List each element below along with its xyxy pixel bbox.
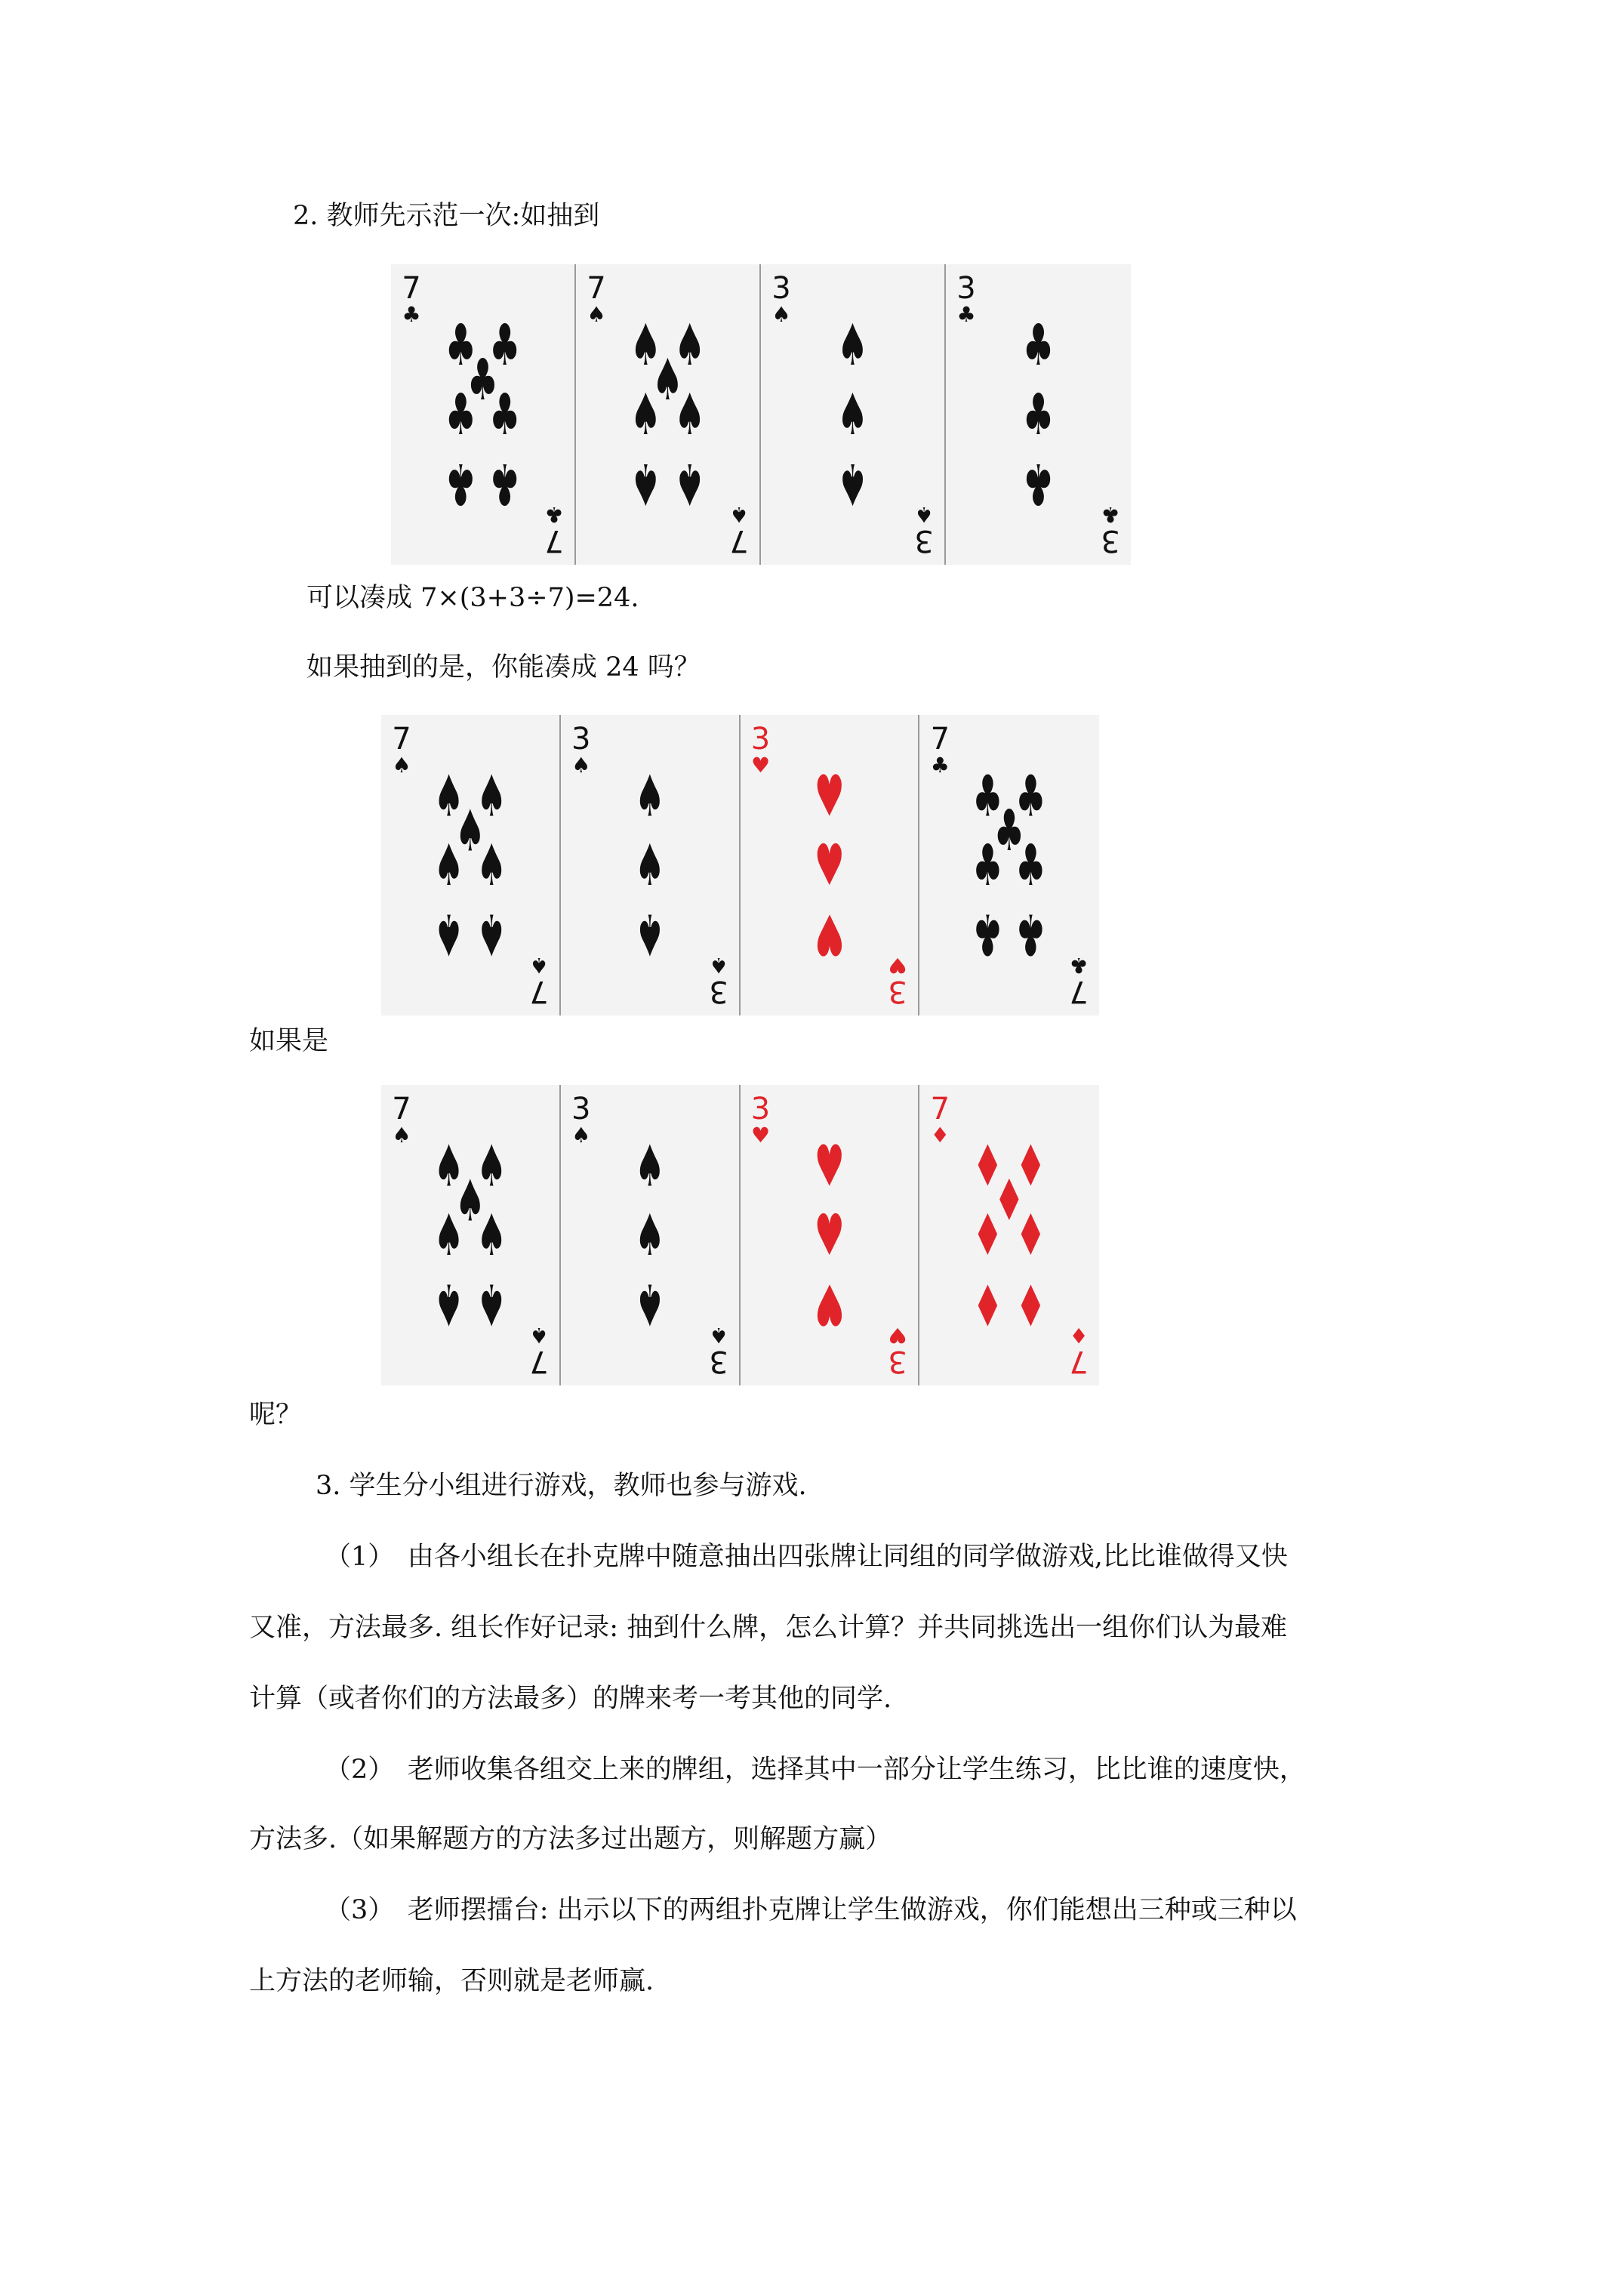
card-index-top — [568, 724, 594, 777]
spades-pip-icon: ♠ — [630, 450, 662, 517]
clubs-pip-icon: ♣ — [445, 312, 477, 379]
spades-pip-icon: ♠ — [433, 1201, 464, 1269]
rule-3-text: （3） 老师摆擂台: 出示以下的两组扑克牌让学生做游戏，你们能想出三种或三种以 — [325, 1895, 1297, 1925]
clubs-suit-icon: ♣ — [402, 302, 421, 327]
playing-card-3-spades — [561, 715, 741, 1015]
spades-suit-icon: ♠ — [729, 502, 749, 527]
spades-pip-icon: ♠ — [634, 1271, 665, 1339]
clubs-pip-icon: ♣ — [1022, 312, 1055, 379]
spades-suit-icon: ♠ — [571, 753, 591, 778]
clubs-pip-icon: ♣ — [1022, 381, 1055, 448]
hearts-suit-icon: ♥ — [888, 1323, 907, 1348]
card-rank: 3 — [571, 1092, 591, 1126]
clubs-pip-icon: ♣ — [972, 901, 1003, 969]
card-rank: 3 — [888, 1344, 908, 1379]
rule-1-text-cont: 又准，方法最多. 组长作好记录: 抽到什么牌，怎么计算？并共同挑选出一组你们认为最难 — [249, 1613, 1288, 1643]
card-rank: 7 — [930, 1092, 950, 1126]
spades-pip-icon: ♠ — [433, 1132, 464, 1200]
card-index-bottom — [911, 503, 937, 556]
spades-suit-icon: ♠ — [914, 502, 934, 527]
card-rank: 7 — [729, 523, 749, 558]
hearts-pip-icon: ♥ — [814, 762, 845, 830]
card-index-bottom — [526, 953, 552, 1009]
card-index-bottom — [526, 1323, 552, 1379]
card-hand-2 — [381, 715, 1099, 1009]
spades-suit-icon: ♠ — [771, 302, 791, 327]
card-rank: 7 — [529, 974, 549, 1009]
card-rank: 7 — [392, 1092, 411, 1126]
spades-pip-icon: ♠ — [634, 901, 665, 969]
clubs-suit-icon: ♣ — [930, 753, 950, 778]
if-text: 如果是 — [249, 1026, 329, 1056]
card-rank: 3 — [914, 523, 934, 558]
card-hand-1 — [391, 264, 1131, 565]
spades-pip-icon: ♠ — [454, 1166, 485, 1234]
clubs-pip-icon: ♣ — [467, 347, 499, 414]
playing-card-3-hearts — [741, 1085, 920, 1385]
card-index-top — [389, 724, 414, 777]
spades-pip-icon: ♠ — [634, 1201, 665, 1269]
card-index-top — [927, 724, 953, 777]
card-rank: 7 — [392, 722, 411, 757]
card-index-top — [399, 273, 424, 326]
spades-pip-icon: ♠ — [634, 831, 665, 899]
spades-pip-icon: ♠ — [630, 312, 662, 379]
spades-suit-icon: ♠ — [571, 1123, 591, 1148]
clubs-pip-icon: ♣ — [1022, 450, 1055, 517]
card-rank: 3 — [1101, 523, 1120, 558]
card-index-top — [389, 1094, 414, 1147]
diamonds-pip-icon: ♦ — [1015, 1201, 1046, 1269]
hearts-suit-icon: ♥ — [888, 953, 907, 978]
card-rank: 7 — [587, 271, 606, 306]
spades-pip-icon: ♠ — [476, 1201, 507, 1269]
spades-pip-icon: ♠ — [673, 450, 706, 517]
clubs-pip-icon: ♣ — [488, 381, 521, 448]
spades-pip-icon: ♠ — [433, 831, 464, 899]
card-index-top — [568, 1094, 594, 1147]
diamonds-pip-icon: ♦ — [972, 1271, 1003, 1339]
card-rank: 7 — [529, 1344, 549, 1379]
card-rank: 3 — [708, 974, 728, 1009]
diamonds-pip-icon: ♦ — [972, 1132, 1003, 1200]
card-rank: 3 — [571, 722, 591, 757]
clubs-pip-icon: ♣ — [1015, 901, 1046, 969]
clubs-suit-icon: ♣ — [544, 502, 564, 527]
clubs-suit-icon: ♣ — [956, 302, 976, 327]
spades-suit-icon: ♠ — [392, 1123, 411, 1148]
clubs-suit-icon: ♣ — [1069, 953, 1089, 978]
diamonds-pip-icon: ♦ — [1015, 1132, 1046, 1200]
spades-pip-icon: ♠ — [433, 762, 464, 830]
playing-card-7-spades — [381, 1085, 561, 1385]
spades-pip-icon: ♠ — [476, 1271, 507, 1339]
spades-pip-icon: ♠ — [476, 762, 507, 830]
card-index-bottom — [726, 503, 752, 556]
clubs-pip-icon: ♣ — [1015, 762, 1046, 830]
clubs-pip-icon: ♣ — [445, 450, 477, 517]
spades-pip-icon: ♠ — [454, 797, 485, 864]
hearts-suit-icon: ♥ — [750, 1123, 771, 1148]
spades-pip-icon: ♠ — [673, 381, 706, 448]
diamonds-pip-icon: ♦ — [1015, 1271, 1046, 1339]
card-rank: 3 — [771, 271, 791, 306]
card-rank: 7 — [544, 523, 564, 558]
playing-card-7-diamonds — [919, 1085, 1099, 1385]
card-rank: 7 — [402, 271, 421, 306]
diamonds-suit-icon: ♦ — [1069, 1323, 1089, 1348]
spades-suit-icon: ♠ — [708, 1323, 728, 1348]
spades-pip-icon: ♠ — [476, 1132, 507, 1200]
playing-card-3-spades — [761, 264, 946, 565]
playing-card-7-clubs — [391, 264, 576, 565]
card-index-top — [584, 273, 609, 326]
spades-suit-icon: ♠ — [708, 953, 728, 978]
card-index-top — [768, 273, 794, 326]
rule-1-text: （1） 由各小组长在扑克牌中随意抽出四张牌让同组的同学做游戏,比比谁做得又快 — [325, 1542, 1288, 1572]
rule-1-text-end: 计算（或者你们的方法最多）的牌来考一考其他的同学. — [249, 1684, 892, 1714]
spades-suit-icon: ♠ — [587, 302, 606, 327]
rule-2-text-end: 方法多.（如果解题方的方法多过出题方，则解题方赢） — [249, 1824, 892, 1854]
card-hand-3 — [381, 1085, 1099, 1379]
step-3-heading: 3. 学生分小组进行游戏，教师也参与游戏. — [316, 1471, 807, 1501]
card-index-bottom — [706, 953, 731, 1009]
clubs-pip-icon: ♣ — [488, 450, 521, 517]
spades-pip-icon: ♠ — [836, 450, 869, 517]
clubs-pip-icon: ♣ — [993, 797, 1025, 864]
card-index-top — [953, 273, 979, 326]
playing-card-7-spades — [576, 264, 761, 565]
card-rank: 3 — [888, 974, 908, 1009]
spades-pip-icon: ♠ — [634, 762, 665, 830]
card-index-bottom — [1066, 1323, 1092, 1379]
hearts-pip-icon: ♥ — [814, 831, 845, 899]
clubs-suit-icon: ♣ — [1101, 502, 1120, 527]
playing-card-3-clubs — [946, 264, 1131, 565]
card-rank: 3 — [750, 1092, 771, 1126]
hearts-pip-icon: ♥ — [814, 1201, 845, 1269]
hearts-pip-icon: ♥ — [814, 1271, 845, 1339]
spades-pip-icon: ♠ — [476, 831, 507, 899]
card-index-bottom — [1098, 503, 1123, 556]
hearts-pip-icon: ♥ — [814, 1132, 845, 1200]
card-rank: 3 — [956, 271, 976, 306]
spades-suit-icon: ♠ — [392, 753, 411, 778]
card-index-bottom — [885, 1323, 910, 1379]
diamonds-suit-icon: ♦ — [930, 1123, 950, 1148]
rule-3-text-end: 上方法的老师输，否则就是老师赢. — [249, 1966, 654, 1996]
playing-card-7-spades — [381, 715, 561, 1015]
clubs-pip-icon: ♣ — [488, 312, 521, 379]
hearts-pip-icon: ♥ — [814, 901, 845, 969]
step-2-heading: 2. 教师先示范一次:如抽到 — [293, 201, 600, 231]
spades-pip-icon: ♠ — [476, 901, 507, 969]
card-index-bottom — [885, 953, 910, 1009]
spades-pip-icon: ♠ — [634, 1132, 665, 1200]
hearts-suit-icon: ♥ — [750, 753, 771, 778]
clubs-pip-icon: ♣ — [445, 381, 477, 448]
spades-pip-icon: ♠ — [630, 381, 662, 448]
playing-card-3-spades — [561, 1085, 741, 1385]
question-end-text: 呢？ — [249, 1400, 303, 1430]
clubs-pip-icon: ♣ — [972, 831, 1003, 899]
playing-card-3-hearts — [741, 715, 920, 1015]
card-rank: 7 — [930, 722, 950, 757]
clubs-pip-icon: ♣ — [972, 762, 1003, 830]
spades-pip-icon: ♠ — [651, 347, 684, 414]
clubs-pip-icon: ♣ — [1015, 831, 1046, 899]
card-index-top — [927, 1094, 953, 1147]
spades-pip-icon: ♠ — [673, 312, 706, 379]
card-index-bottom — [1066, 953, 1092, 1009]
spades-pip-icon: ♠ — [836, 312, 869, 379]
card-rank: 3 — [750, 722, 771, 757]
card-rank: 7 — [1069, 974, 1089, 1009]
playing-card-7-clubs — [919, 715, 1099, 1015]
question-text: 如果抽到的是，你能凑成 24 吗？ — [306, 652, 701, 683]
spades-pip-icon: ♠ — [836, 381, 869, 448]
card-index-top — [748, 1094, 774, 1147]
card-rank: 7 — [1069, 1344, 1089, 1379]
card-rank: 3 — [708, 1344, 728, 1379]
card-index-bottom — [706, 1323, 731, 1379]
example-solution-text: 可以凑成 7×(3+3÷7)=24. — [306, 583, 639, 613]
spades-suit-icon: ♠ — [529, 1323, 549, 1348]
card-index-top — [748, 724, 774, 777]
diamonds-pip-icon: ♦ — [972, 1201, 1003, 1269]
spades-suit-icon: ♠ — [529, 953, 549, 978]
spades-pip-icon: ♠ — [433, 1271, 464, 1339]
card-index-bottom — [541, 503, 567, 556]
rule-2-text: （2） 老师收集各组交上来的牌组，选择其中一部分让学生练习，比比谁的速度快， — [325, 1755, 1306, 1785]
spades-pip-icon: ♠ — [433, 901, 464, 969]
diamonds-pip-icon: ♦ — [993, 1166, 1025, 1234]
